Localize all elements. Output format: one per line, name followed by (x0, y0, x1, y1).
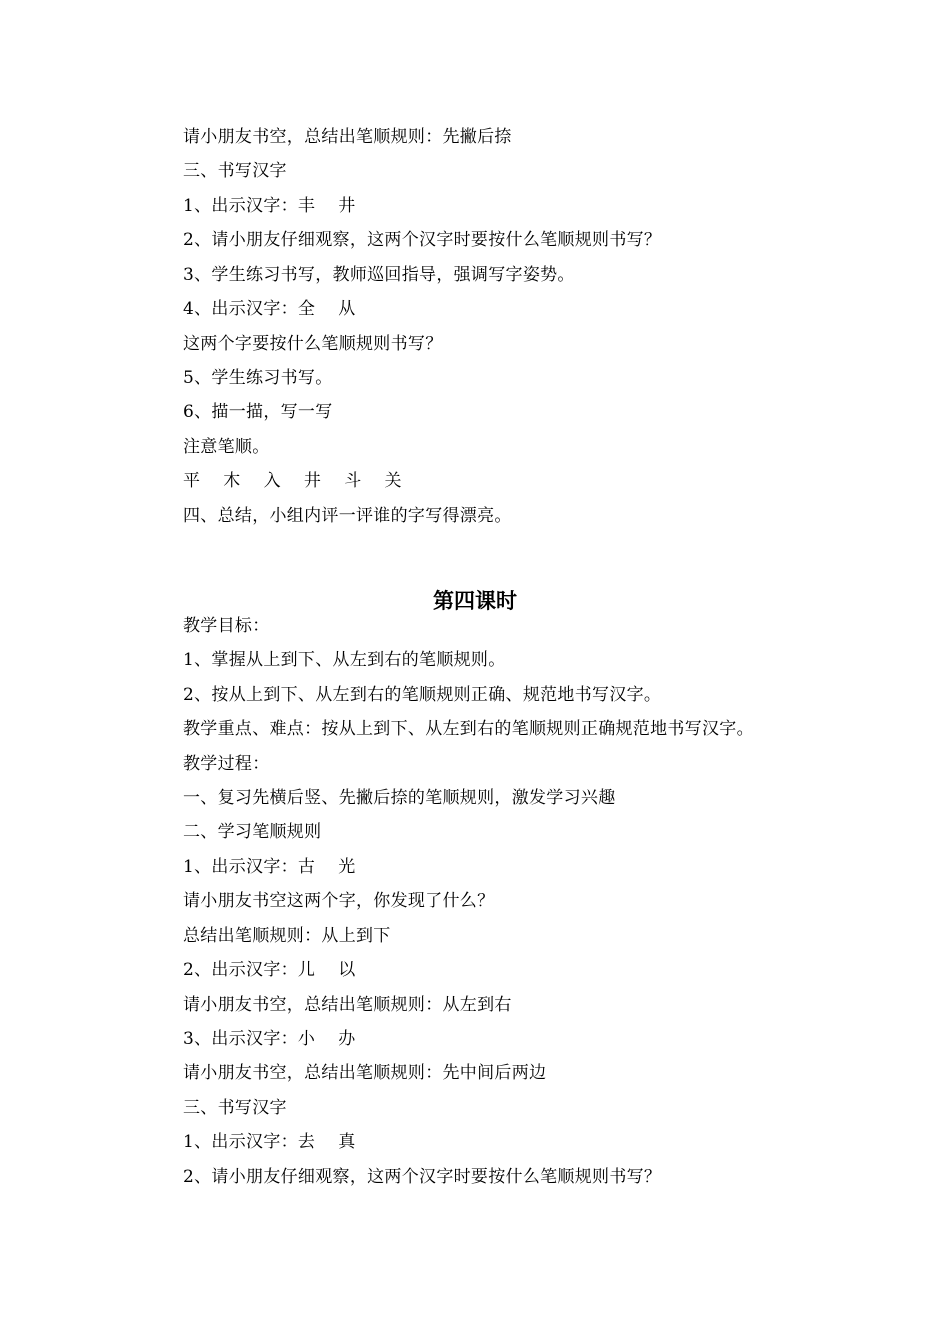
character-list: 平 木 入 井 斗 关 (183, 471, 402, 491)
text-line: 注意笔顺。 (183, 437, 270, 457)
text-line: 教学过程： (183, 754, 270, 774)
text-line: 教学重点、难点：按从上到下、从左到右的笔顺规则正确规范地书写汉字。 (183, 719, 754, 739)
text-line: 2、按从上到下、从左到右的笔顺规则正确、规范地书写汉字。 (183, 685, 662, 705)
text-line: 请小朋友书空，总结出笔顺规则：先中间后两边 (183, 1063, 547, 1083)
text-line: 1、出示汉字：去 真 (183, 1132, 356, 1152)
text-line: 1、掌握从上到下、从左到右的笔顺规则。 (183, 650, 506, 670)
section-heading: 一、复习先横后竖、先撇后捺的笔顺规则，激发学习兴趣 (183, 788, 616, 808)
lesson-title: 第四课时 (433, 589, 517, 613)
text-line: 1、出示汉字：丰 井 (183, 196, 356, 216)
text-line: 请小朋友书空这两个字，你发现了什么？ (183, 891, 495, 911)
text-line: 2、出示汉字：儿 以 (183, 960, 356, 980)
text-line: 2、请小朋友仔细观察，这两个汉字时要按什么笔顺规则书写？ (183, 1167, 662, 1187)
text-line: 这两个字要按什么笔顺规则书写？ (183, 334, 443, 354)
text-line: 5、学生练习书写。 (183, 368, 333, 388)
section-heading: 二、学习笔顺规则 (183, 822, 322, 842)
text-line: 3、学生练习书写，教师巡回指导，强调写字姿势。 (183, 265, 575, 285)
text-line: 3、出示汉字：小 办 (183, 1029, 356, 1049)
text-line: 2、请小朋友仔细观察，这两个汉字时要按什么笔顺规则书写？ (183, 230, 662, 250)
text-line: 请小朋友书空，总结出笔顺规则：从左到右 (183, 995, 512, 1015)
section-heading: 四、总结，小组内评一评谁的字写得漂亮。 (183, 506, 512, 526)
text-line: 4、出示汉字：全 从 (183, 299, 356, 319)
text-line: 1、出示汉字：古 光 (183, 857, 356, 877)
text-line: 教学目标： (183, 616, 270, 636)
section-heading: 三、书写汉字 (183, 161, 287, 181)
text-line: 总结出笔顺规则：从上到下 (183, 926, 391, 946)
section-heading: 三、书写汉字 (183, 1098, 287, 1118)
text-line: 请小朋友书空，总结出笔顺规则：先撇后捺 (183, 127, 512, 147)
text-line: 6、描一描，写一写 (183, 402, 333, 422)
